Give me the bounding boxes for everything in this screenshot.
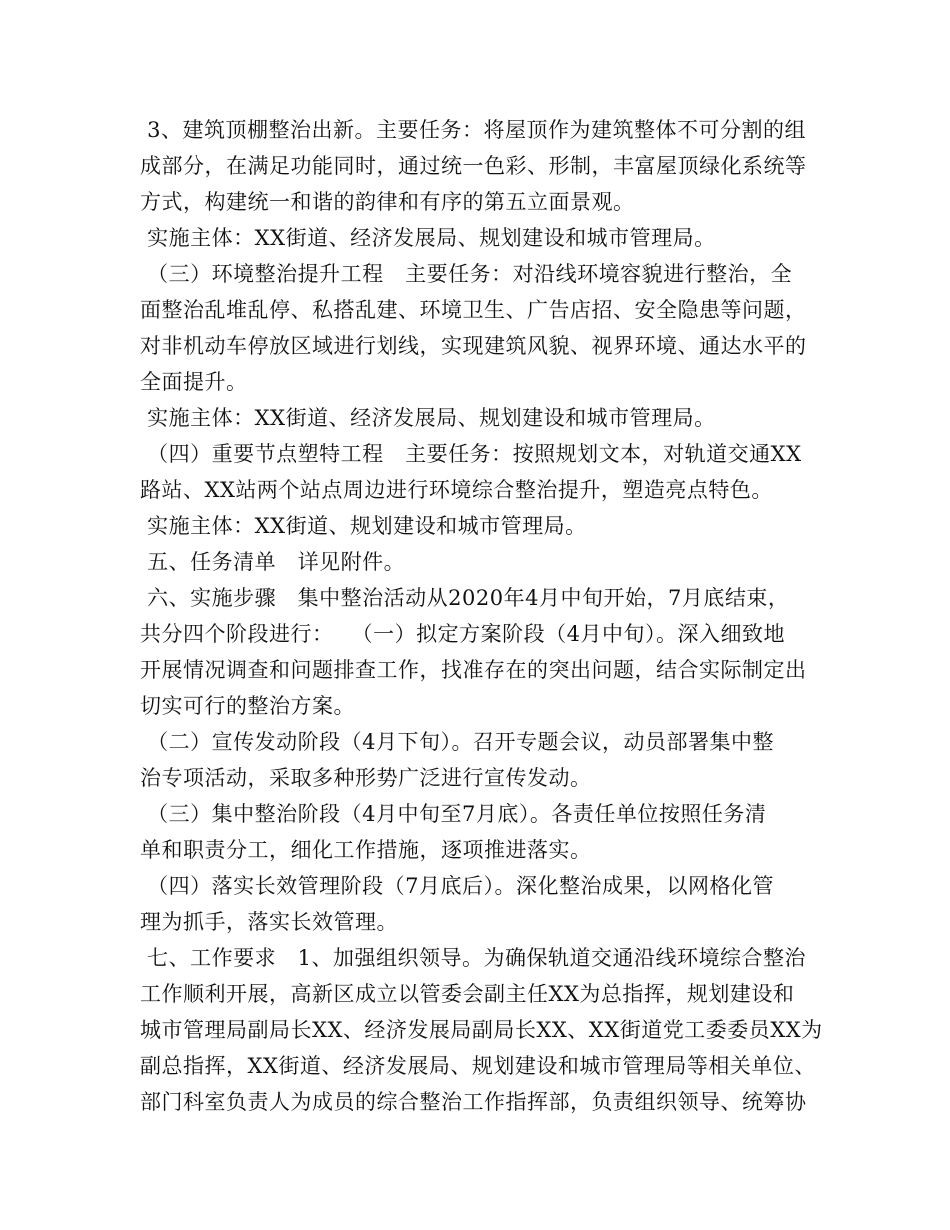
text-line: 单和职责分工，细化工作措施，逐项推进落实。 xyxy=(140,838,592,862)
text-line: （二）宣传发动阶段（4月下旬）。召开专题会议，动员部署集中整 xyxy=(140,730,775,754)
text-line: 工作顺利开展，高新区成立以管委会副主任XX为总指挥，规划建设和 xyxy=(140,982,795,1006)
text-line: 城市管理局副局长XX、经济发展局副局长XX、XX街道党工委委员XX为 xyxy=(140,1018,823,1042)
text-line: 开展情况调查和问题排查工作，找准存在的突出问题，结合实际制定出 xyxy=(140,658,807,682)
text-line: 对非机动车停放区域进行划线，实现建筑风貌、视界环境、通达水平的 xyxy=(140,334,807,358)
text-line: 实施主体：XX街道、经济发展局、规划建设和城市管理局。 xyxy=(140,406,716,430)
text-line: 方式，构建统一和谐的韵律和有序的第五立面景观。 xyxy=(140,190,635,214)
text-line: 七、工作要求 1、加强组织领导。为确保轨道交通沿线环境综合整治 xyxy=(140,946,807,970)
text-line: （四）重要节点塑特工程 主要任务：按照规划文本，对轨道交通XX xyxy=(140,442,802,466)
text-line: （三）集中整治阶段（4月中旬至7月底）。各责任单位按照任务清 xyxy=(140,802,767,826)
text-line: （三）环境整治提升工程 主要任务：对沿线环境容貌进行整治，全 xyxy=(140,262,793,286)
text-line: 五、任务清单 详见附件。 xyxy=(140,550,406,574)
text-line: 面整治乱堆乱停、私搭乱建、环境卫生、广告店招、安全隐患等问题， xyxy=(140,298,807,322)
text-line: （四）落实长效管理阶段（7月底后）。深化整治成果，以网格化管 xyxy=(140,874,775,898)
text-line: 成部分，在满足功能同时，通过统一色彩、形制，丰富屋顶绿化系统等 xyxy=(140,154,807,178)
text-line: 实施主体：XX街道、经济发展局、规划建设和城市管理局。 xyxy=(140,226,716,250)
text-line: 部门科室负责人为成员的综合整治工作指挥部，负责组织领导、统筹协 xyxy=(140,1090,807,1114)
text-line: 全面提升。 xyxy=(140,370,248,394)
text-line: 六、实施步骤 集中整治活动从2020年4月中旬开始，7月底结束， xyxy=(140,586,790,610)
text-line: 实施主体：XX街道、规划建设和城市管理局。 xyxy=(140,514,587,538)
text-line: 共分四个阶段进行： （一）拟定方案阶段（4月中旬）。深入细致地 xyxy=(140,622,786,646)
text-line: 副总指挥，XX街道、经济发展局、规划建设和城市管理局等相关单位、 xyxy=(140,1054,816,1078)
text-line: 治专项活动，采取多种形势广泛进行宣传发动。 xyxy=(140,766,592,790)
text-line: 3、建筑顶棚整治出新。主要任务：将屋顶作为建筑整体不可分割的组 xyxy=(140,118,807,142)
text-line: 理为抓手，落实长效管理。 xyxy=(140,910,398,934)
text-line: 切实可行的整治方案。 xyxy=(140,694,355,718)
text-line: 路站、XX站两个站点周边进行环境综合整治提升，塑造亮点特色。 xyxy=(140,478,773,502)
